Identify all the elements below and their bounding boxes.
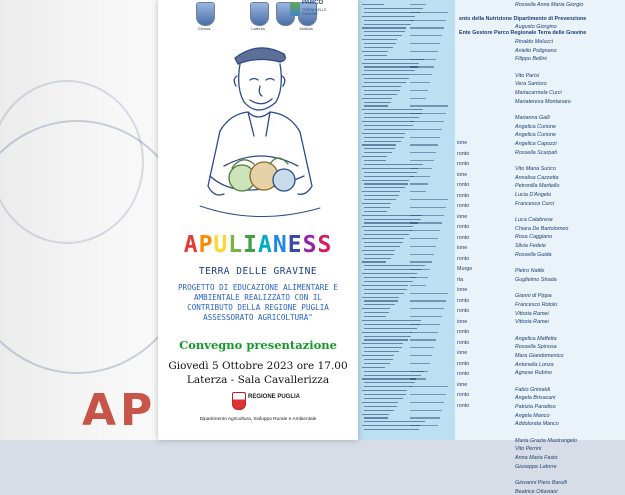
list-item: Rosa Caggiano (515, 234, 553, 241)
list-left-word: ione (457, 213, 468, 220)
list-left-word: ione (457, 287, 468, 293)
program-line (410, 308, 444, 309)
program-line (410, 168, 432, 169)
program-line (410, 222, 442, 223)
list-item: Rinaldo Melucci (515, 39, 554, 45)
program-line (410, 183, 428, 184)
program-line (362, 285, 408, 286)
program-line (410, 339, 436, 340)
list-left-word: ione (457, 318, 468, 325)
crest-icon (250, 2, 269, 26)
list-item: Vito Perrini (515, 446, 542, 453)
program-line (362, 191, 400, 192)
farmer-illustration (180, 36, 336, 226)
program-line (362, 121, 414, 122)
program-line (362, 51, 388, 52)
program-line (410, 27, 444, 28)
header-line: ento della Nutrizione Dipartimento di Prevenzione (459, 16, 587, 22)
program-line (362, 63, 419, 64)
list-item: Mara Giandomenico (515, 353, 564, 359)
program-line (362, 156, 387, 157)
list-item: Angelica Curione (515, 123, 557, 130)
list-left-word: ronto (457, 297, 470, 304)
program-line (410, 105, 448, 106)
list-left-word: ronto (457, 192, 470, 199)
program-line (364, 406, 397, 407)
list-left-word: ronto (457, 339, 470, 346)
program-line (410, 215, 444, 216)
program-line (364, 394, 406, 395)
program-line (410, 51, 438, 52)
program-line (362, 180, 409, 181)
program-line (410, 254, 434, 255)
program-line (364, 375, 421, 376)
program-line (410, 269, 430, 270)
regione-crest-icon (232, 392, 246, 410)
program-line (364, 281, 413, 282)
parco-logo (290, 0, 330, 22)
program-line (364, 289, 407, 290)
program-line (362, 98, 392, 99)
program-line (362, 367, 385, 368)
logo-caption: Ginosa (197, 26, 211, 31)
program-column (358, 0, 455, 440)
title-letter: P (198, 232, 214, 258)
program-line (410, 238, 438, 239)
program-line (410, 74, 432, 75)
program-line (410, 371, 428, 372)
program-line (362, 308, 390, 309)
ghost-title: AP (82, 385, 157, 436)
program-line (364, 304, 395, 305)
program-line (362, 273, 417, 274)
list-item: Angelica Capozzi (515, 141, 557, 147)
list-left-word: ronto (457, 234, 470, 241)
list-item: Angelica Maffetta (515, 335, 557, 342)
title-letter: S (302, 232, 318, 258)
program-line (364, 258, 391, 259)
list-item: Giovanni Piero Barulli (515, 480, 567, 487)
program-line (364, 35, 402, 36)
program-line (362, 86, 401, 87)
background-right-panel (455, 0, 625, 495)
program-line (364, 246, 400, 247)
program-line (410, 355, 432, 356)
program-line (364, 8, 423, 9)
program-line (364, 55, 387, 56)
list-item: Vittoria Ramei (515, 319, 549, 326)
program-line (364, 82, 406, 83)
header-line: Ente Gestore Parco Regionale Terra delle Gravine (459, 30, 587, 36)
program-line (362, 144, 396, 145)
list-item: Anna Maria Fasto (515, 455, 558, 461)
program-line (364, 31, 405, 32)
list-item: Annalisa Cazzetta (515, 174, 559, 181)
program-line (410, 425, 438, 426)
list-left-word: ione (457, 381, 468, 388)
program-line (410, 98, 426, 99)
list-left-word: Murge (457, 266, 473, 272)
program-line (362, 332, 412, 333)
program-line (364, 359, 393, 360)
program-line (410, 191, 426, 192)
program-line (410, 66, 434, 67)
program-line (362, 390, 407, 391)
title-letter: A (183, 232, 199, 258)
program-line (362, 250, 395, 251)
program-line (410, 35, 442, 36)
program-line (410, 82, 430, 83)
list-item: Francesca Curci (515, 200, 555, 207)
program-line (364, 293, 404, 294)
program-line (410, 347, 434, 348)
program-line (410, 59, 436, 60)
list-left-word: ronto (457, 360, 470, 367)
program-line (410, 386, 448, 387)
list-item: Petronilla Martiello (515, 183, 560, 190)
program-line (364, 90, 400, 91)
program-line (364, 78, 409, 79)
program-line (364, 105, 388, 106)
list-left-word: ione (457, 140, 468, 146)
program-line (410, 293, 448, 294)
program-line (364, 199, 396, 200)
list-item: Silvia Fedele (515, 243, 546, 249)
program-line (364, 207, 390, 208)
program-line (410, 199, 448, 200)
event-date: Giovedì 5 Ottobre 2023 ore 17.00 (168, 360, 348, 372)
program-line (362, 74, 410, 75)
list-item: Lucia D'Angelo (515, 192, 552, 198)
program-line (410, 300, 446, 301)
program-line (364, 129, 410, 130)
program-line (364, 187, 405, 188)
list-item: Mariacarmela Curci (515, 90, 562, 96)
logo-caption: Mottola (299, 26, 313, 31)
program-line (364, 398, 403, 399)
program-line (364, 254, 394, 255)
program-line (362, 402, 398, 403)
list-left-word: ronto (457, 182, 470, 188)
list-item: Angela Brisacani (515, 395, 556, 402)
list-item: Patrizia Paradiso (515, 404, 556, 410)
title-letter: N (272, 232, 288, 258)
convegno-heading: Convegno presentazione (179, 338, 337, 352)
list-item: Fabio Grimaldi (515, 386, 551, 393)
crest-icon (196, 2, 215, 26)
list-left-word: ronto (457, 402, 470, 409)
program-line (410, 20, 446, 21)
program-line (364, 386, 412, 387)
program-line (364, 24, 411, 25)
logo-caption: Laterza (251, 26, 265, 31)
program-line (364, 336, 411, 337)
list-left-word: rta (457, 276, 464, 283)
list-left-word: ronto (457, 161, 470, 167)
event-flyer (158, 0, 358, 440)
list-item: Angelica Curione (515, 132, 557, 139)
list-item: Rossella Scarpati (515, 149, 557, 156)
program-line (364, 265, 425, 266)
list-item: Angela Manco (515, 412, 550, 419)
program-line (364, 277, 416, 278)
program-line (364, 164, 423, 165)
program-line (364, 137, 404, 138)
list-left-word: ione (457, 350, 468, 356)
program-line (364, 183, 408, 184)
list-item: Luca Calabrese (515, 217, 553, 224)
list-left-word: ronto (457, 371, 470, 377)
project-description: PROGETTO DI EDUCAZIONE ALIMENTARE E AMBIENTALE REALIZZATO CON IL CONTRIBUTO DELLA REGIONE PUGLIA ASSESSORATO AGRICOLTURA" (177, 283, 338, 322)
title-letter: S (317, 232, 333, 258)
title-letter: E (287, 232, 303, 258)
program-line (362, 343, 403, 344)
program-line (362, 320, 421, 321)
program-line (364, 195, 399, 196)
list-left-word: ione (457, 245, 468, 251)
program-line (364, 43, 396, 44)
header-line: Augusto Giorgino (515, 24, 557, 30)
list-item: Giuseppe Latorre (515, 463, 557, 470)
list-item: Vito Maria Surico (515, 166, 556, 173)
program-line (362, 39, 397, 40)
program-line (410, 160, 434, 161)
program-line (410, 410, 442, 411)
program-line (362, 238, 404, 239)
list-left-word: ronto (457, 255, 470, 262)
list-item: Antonella Lonza (515, 361, 554, 368)
program-line (362, 16, 415, 17)
list-left-word: ione (457, 171, 468, 178)
title-letter: U (213, 232, 229, 258)
program-line (362, 226, 413, 227)
program-line (362, 133, 405, 134)
program-line (410, 285, 426, 286)
program-line (410, 43, 440, 44)
program-line (364, 429, 419, 430)
program-line (364, 20, 414, 21)
program-line (410, 90, 428, 91)
list-item: Francesco Rotolo (515, 302, 558, 308)
program-line (364, 160, 386, 161)
list-left-word: ronto (457, 224, 470, 230)
program-line (410, 230, 440, 231)
program-line (364, 230, 412, 231)
program-line (410, 152, 436, 153)
program-line (410, 246, 436, 247)
project-title (158, 232, 358, 258)
program-line (410, 363, 430, 364)
program-line (364, 242, 403, 243)
program-line (364, 152, 392, 153)
list-item: Agnese Rubino (515, 370, 552, 377)
parco-name: PARCO (302, 0, 324, 6)
program-line (410, 261, 432, 262)
list-item: Rossella Guida (515, 251, 552, 258)
program-line (364, 102, 391, 103)
program-line (410, 129, 442, 130)
program-line (410, 417, 440, 418)
list-left-word: ronto (457, 392, 470, 398)
parco-icon (290, 2, 300, 16)
list-left-word: ronto (457, 150, 470, 157)
program-line (362, 27, 406, 28)
program-line (362, 4, 384, 5)
program-line (364, 421, 425, 422)
program-line (410, 402, 444, 403)
list-item: Addolorata Manco (515, 421, 559, 428)
list-item: Marianna Galli (515, 115, 550, 122)
program-line (364, 351, 399, 352)
program-line (362, 414, 389, 415)
program-line (364, 94, 397, 95)
parco-subtitle: TERRA DELLE GRAVINE (302, 8, 327, 16)
program-line (410, 144, 438, 145)
program-line (410, 207, 446, 208)
list-item: Pietro Natile (515, 268, 545, 275)
program-line (410, 324, 440, 325)
program-line (364, 382, 415, 383)
list-item: Vera Santoro (515, 81, 547, 88)
program-line (364, 363, 390, 364)
program-line (410, 332, 438, 333)
program-line (410, 121, 444, 122)
program-line (364, 316, 386, 317)
header-line: Rossella Anna Maria Giorgio (515, 2, 584, 8)
program-line (364, 148, 395, 149)
title-letter: I (243, 232, 258, 258)
program-line (364, 312, 389, 313)
list-item: Filippo Bellini (515, 56, 547, 63)
program-line (364, 328, 417, 329)
list-left-word: ronto (457, 329, 470, 335)
program-line (362, 355, 394, 356)
program-line (362, 378, 416, 379)
program-line (364, 339, 408, 340)
program-line (364, 410, 394, 411)
list-item: Aniello Polignano (515, 47, 557, 54)
program-line (364, 234, 409, 235)
title-letter: L (228, 232, 244, 258)
program-line (410, 113, 446, 114)
list-item: Maria Grazia Mastrangelo (515, 437, 578, 444)
program-line (410, 394, 446, 395)
program-line (364, 141, 401, 142)
program-line (410, 176, 430, 177)
program-line (410, 378, 426, 379)
footer-department: Dipartimento Agricoltura, Sviluppo Rurale e Ambientale (199, 417, 317, 422)
program-line (410, 137, 440, 138)
list-item: Rossella Spinosa (515, 344, 557, 351)
program-line (410, 316, 442, 317)
program-line (410, 277, 428, 278)
program-line (364, 176, 414, 177)
list-item: Vito Parisi (515, 72, 540, 79)
list-left-word: ronto (457, 203, 470, 209)
program-line (362, 297, 399, 298)
program-line (362, 261, 386, 262)
program-line (410, 4, 426, 5)
list-item: Mariateresa Montanaro (515, 98, 571, 105)
program-line (364, 417, 388, 418)
list-item: Guglielmo Strada (515, 276, 557, 283)
program-line (364, 347, 402, 348)
program-line (364, 125, 413, 126)
program-line (362, 203, 391, 204)
program-line (410, 12, 448, 13)
program-line (364, 117, 419, 118)
project-subtitle: TERRA DELLE GRAVINE (198, 266, 318, 277)
list-left-word: ronto (457, 308, 470, 314)
list-item: Vittoria Ramei (515, 310, 549, 317)
list-item: Beatrice Ottaviani (515, 488, 558, 495)
program-line (364, 47, 393, 48)
list-item: Chiara De Bartolomeo (515, 225, 569, 232)
regione-name: REGIONE PUGLIA (248, 394, 301, 400)
program-line (364, 172, 417, 173)
program-line (362, 109, 423, 110)
program-line (364, 219, 421, 220)
program-line (364, 70, 415, 71)
event-place: Laterza - Sala Cavallerizza (186, 374, 330, 386)
program-line (364, 211, 387, 212)
title-letter: A (258, 232, 273, 258)
program-line (364, 300, 398, 301)
list-item: Gianni di Pippa (515, 293, 552, 300)
